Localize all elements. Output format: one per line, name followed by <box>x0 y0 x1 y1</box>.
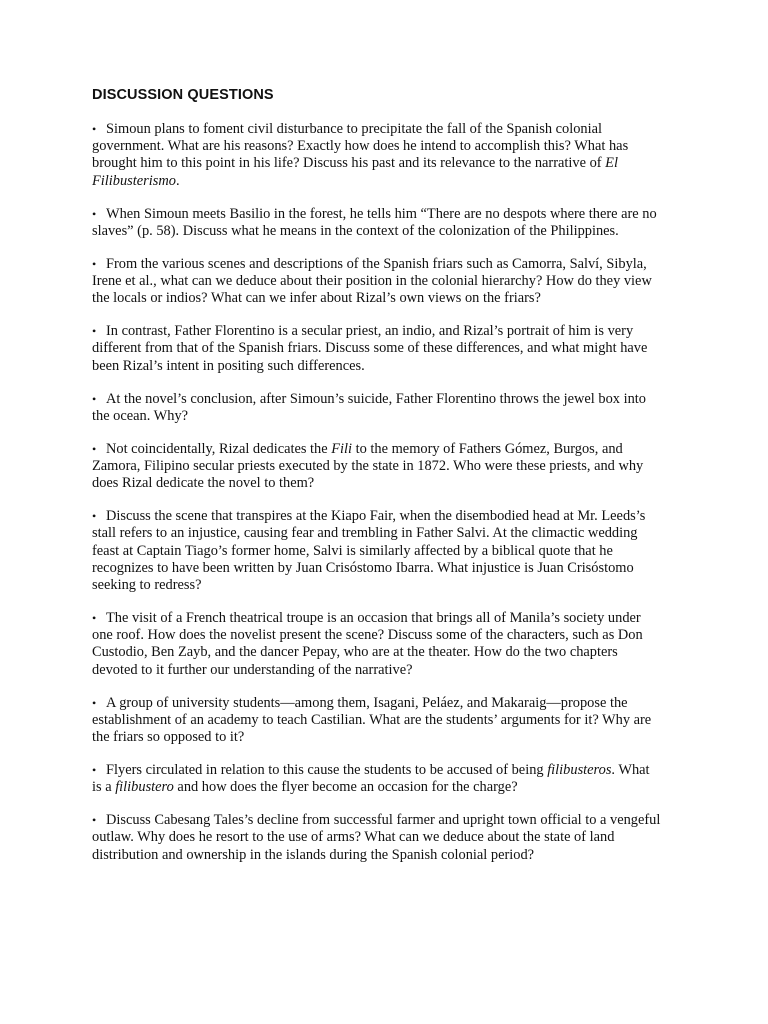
question-item <box>92 391 662 425</box>
question-text: At the novel’s conclusion, after Simoun’s suicide, Father Florentino throws the jewel box into the ocean. Why? <box>92 390 646 424</box>
question-text: Flyers circulated in relation to this cause the students to be accused of being <box>106 762 548 779</box>
question-text: Discuss the scene that transpires at the Kiapo Fair, when the disembodied head at Mr. Leeds’s stall refers to an injustice, causing fear and trembling in Father Salvi. At the climactic wedding feast at Captain Tiago’s former home, Salvi is similarly affected by a biblical quote that he recognizes to have been written by Juan Crisóstomo Ibarra. What injustice is Juan Crisóstomo seeking to redress? <box>92 508 646 594</box>
question-list <box>92 121 662 864</box>
question-text: From the various scenes and descriptions of the Spanish friars such as Camorra, Salví, Sibyla, Irene et al., what can we deduce about their position in the colonial hierarchy? How do they view the locals or indios? What can we infer about Rizal’s own views on the friars? <box>92 255 652 307</box>
bullet-icon: • <box>92 611 97 626</box>
bullet-icon: • <box>92 256 97 271</box>
question-text: A group of university students—among them, Isagani, Peláez, and Makaraig—propose the establishment of an academy to teach Castilian. What are the students’ arguments for it? Why are the friars so opposed to it? <box>92 694 652 746</box>
bullet-icon: • <box>92 509 97 524</box>
question-item <box>92 121 662 190</box>
bullet-icon: • <box>92 122 97 136</box>
question-item <box>92 610 662 679</box>
question-text: Not coincidentally, Rizal dedicates the <box>106 440 332 457</box>
question-item <box>92 323 662 375</box>
question-item <box>92 762 662 796</box>
question-text: and how does the flyer become an occasion for the charge? <box>173 779 518 796</box>
bullet-icon: • <box>92 763 97 778</box>
question-item <box>92 508 662 594</box>
bullet-icon: • <box>92 324 97 339</box>
question-text: to the memory of Fathers Gómez, Burgos, and Zamora, Filipino secular priests executed by the state in 1872. Who were these priests, and why does Rizal dedicate the novel to them? <box>92 440 644 492</box>
question-item <box>92 256 662 308</box>
question-item <box>92 812 662 864</box>
italic-title-text: Fili <box>331 440 353 457</box>
question-item <box>92 695 662 747</box>
question-text: When Simoun meets Basilio in the forest, he tells him “There are no despots where there are no slaves” (p. 58). Discuss what he means in the context of the colonization of the Philippines. <box>92 205 657 239</box>
bullet-icon: • <box>92 441 97 456</box>
question-text: The visit of a French theatrical troupe is an occasion that brings all of Manila’s society under one roof. How does the novelist present the scene? Discuss some of the characters, such as Don Custodio, Ben Zayb, and the dancer Pepay, who are at the theater. How do the two chapters devoted to it further our understanding of the narrative? <box>92 610 643 678</box>
italic-title-text: filibusteros <box>547 762 612 779</box>
question-text: Discuss Cabesang Tales’s decline from successful farmer and upright town official to a vengeful outlaw. Why does he resort to the use of arms? What can we deduce about the state of land distribution and ownership in the islands during the Spanish colonial period? <box>92 812 661 863</box>
bullet-icon: • <box>92 391 97 406</box>
bullet-icon: • <box>92 206 97 221</box>
italic-title-text: filibustero <box>115 779 174 796</box>
bullet-icon: • <box>92 813 97 828</box>
question-item <box>92 206 662 240</box>
question-text: . What is a <box>92 762 650 796</box>
question-text: Simoun plans to foment civil disturbance to precipitate the fall of the Spanish colonial government. What are his reasons? Exactly how does he intend to accomplish this? What has brought him to this point in his life? Discuss his past and its relevance to the narrative of <box>92 121 629 172</box>
question-text: . <box>175 172 180 189</box>
bullet-icon: • <box>92 695 97 710</box>
question-item <box>92 441 662 493</box>
page-title: DISCUSSION QUESTIONS <box>92 87 274 103</box>
italic-title-text: El Filibusterismo <box>92 155 618 189</box>
question-text: In contrast, Father Florentino is a secular priest, an indio, and Rizal’s portrait of him is very different from that of the Spanish friars. Discuss some of these differences, and what might have been Rizal’s intent in positing such differences. <box>92 323 648 374</box>
